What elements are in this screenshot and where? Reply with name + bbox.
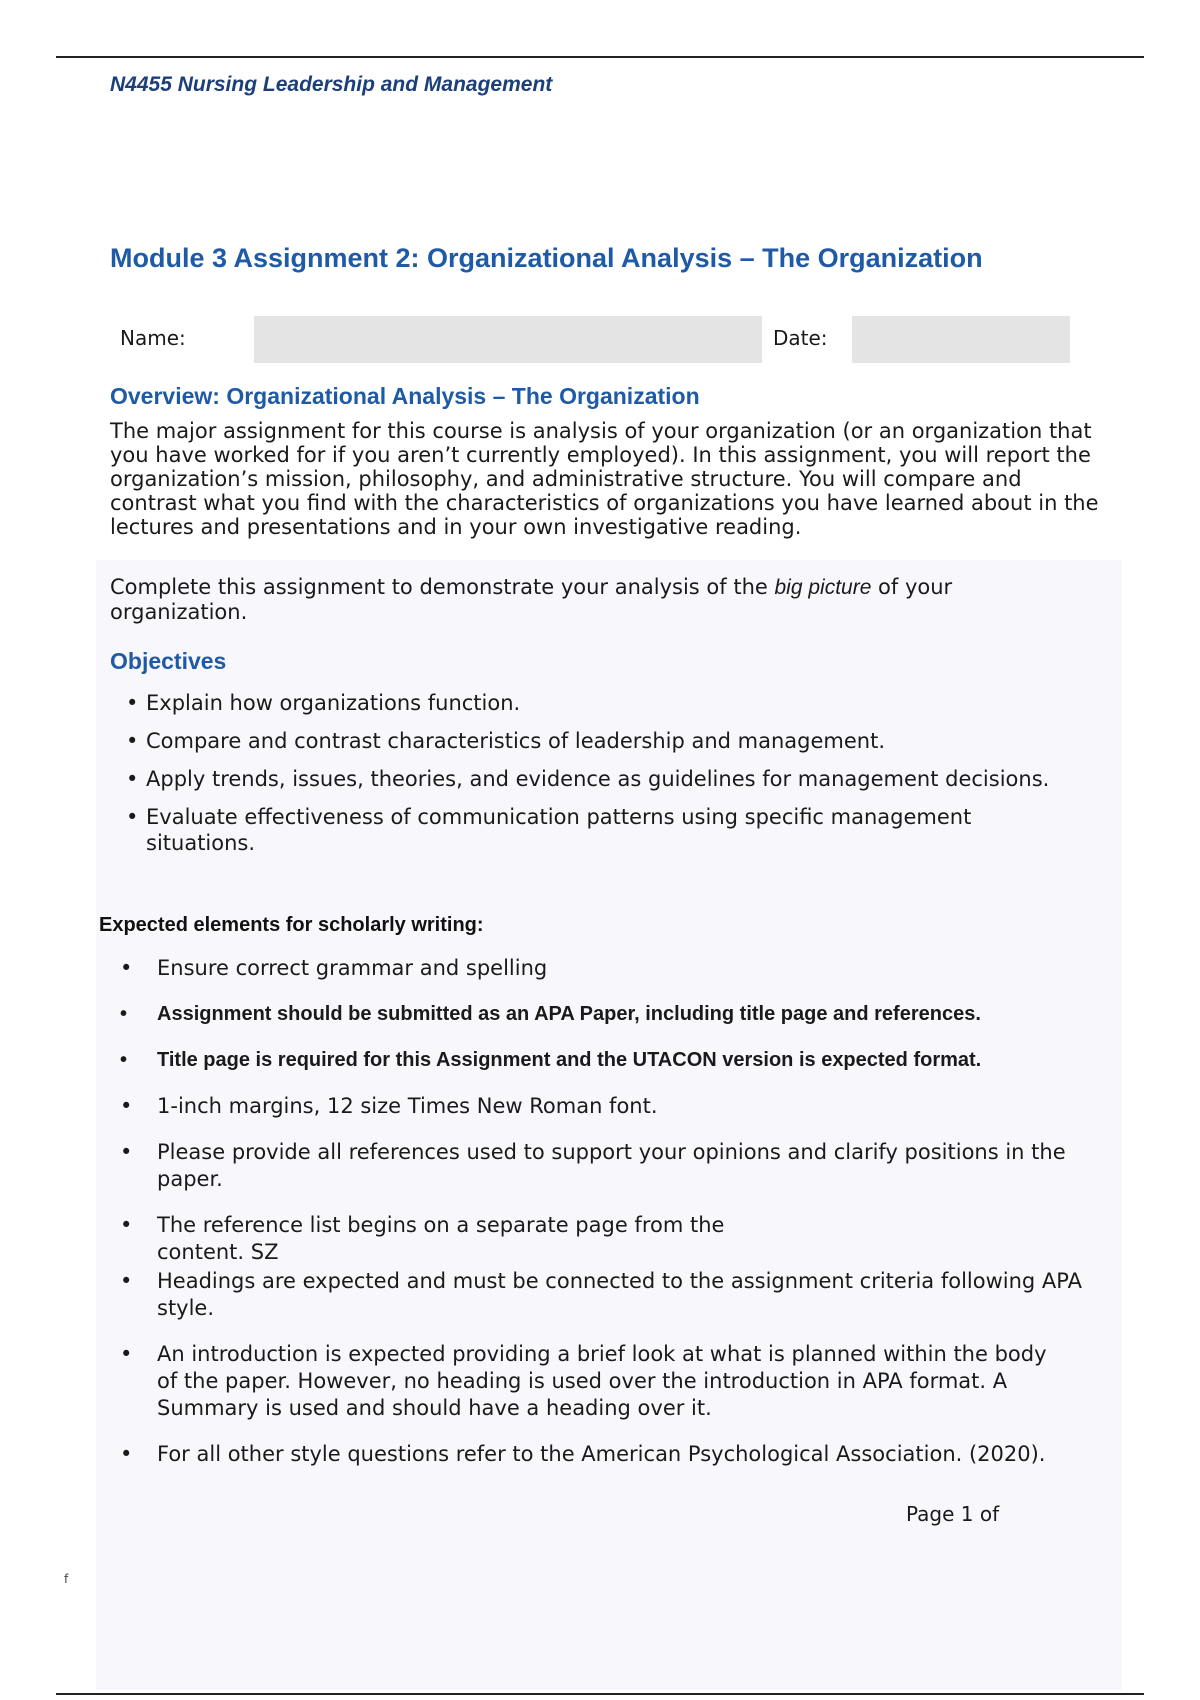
objectives-heading: Objectives [110,648,227,674]
paragraph-2-text: Complete this assignment to demonstrate your analysis of the [110,575,775,599]
bottom-rule [56,1693,1144,1695]
expectation-item: • The reference list begins on a separate page from the content. SZ [118,1212,777,1266]
expectation-item: • Ensure correct grammar and spelling [118,955,1128,982]
objectives-list [124,690,1124,868]
course-header: N4455 Nursing Leadership and Management [110,73,553,96]
expectations-list [118,955,1128,1487]
expectation-item: • 1-inch margins, 12 size Times New Roman font. [118,1093,1128,1120]
objective-item: • Evaluate effectiveness of communication patterns using specific management situations. [124,804,1026,856]
date-field[interactable] [852,316,1070,363]
stray-mark: f [64,1572,69,1586]
overview-paragraph-2 [110,575,1010,624]
page-number: Page 1 of [906,1502,1000,1526]
paragraph-2-text-end: of your organization. [110,575,953,624]
objective-item: • Apply trends, issues, theories, and evidence as guidelines for management decisions. [124,766,1124,792]
expectations-heading: Expected elements for scholarly writing: [99,914,484,936]
expectation-item: • Assignment should be submitted as an APA Paper, including title page and references. [118,1001,1128,1028]
expectation-item: • Please provide all references used to support your opinions and clarify positions in the paper. [118,1139,1128,1193]
expectation-item: • For all other style questions refer to the American Psychological Association. (2020). [118,1441,1128,1468]
overview-heading: Overview: Organizational Analysis – The Organization [110,383,700,409]
name-label: Name: [120,326,186,350]
paragraph-2-emphasis: big picture [774,576,872,599]
expectation-item: • An introduction is expected providing a brief look at what is planned within the body of the paper. However, no heading is used over the introduction in APA format. A Summary is used and should have a heading over it. [118,1341,1047,1422]
top-rule [56,56,1144,58]
date-label: Date: [773,326,828,350]
name-field[interactable] [254,316,762,363]
objective-item: • Explain how organizations function. [124,690,1124,716]
overview-paragraph: The major assignment for this course is analysis of your organization (or an organization that you have worked for if you aren’t currently employed). In this assignment, you will report the organization’s mission, philosophy, and administrative structure. You will compare and contrast what you find with the characteristics of organizations you have learned about in the lectures and presentations and in your own investigative reading. [110,419,1099,539]
objective-item: • Compare and contrast characteristics of leadership and management. [124,728,1124,754]
expectation-item: • Headings are expected and must be connected to the assignment criteria following APA style. [118,1268,1128,1322]
expectation-item: • Title page is required for this Assignment and the UTACON version is expected format. [118,1047,1128,1074]
assignment-title: Module 3 Assignment 2: Organizational Analysis – The Organization [110,243,983,273]
